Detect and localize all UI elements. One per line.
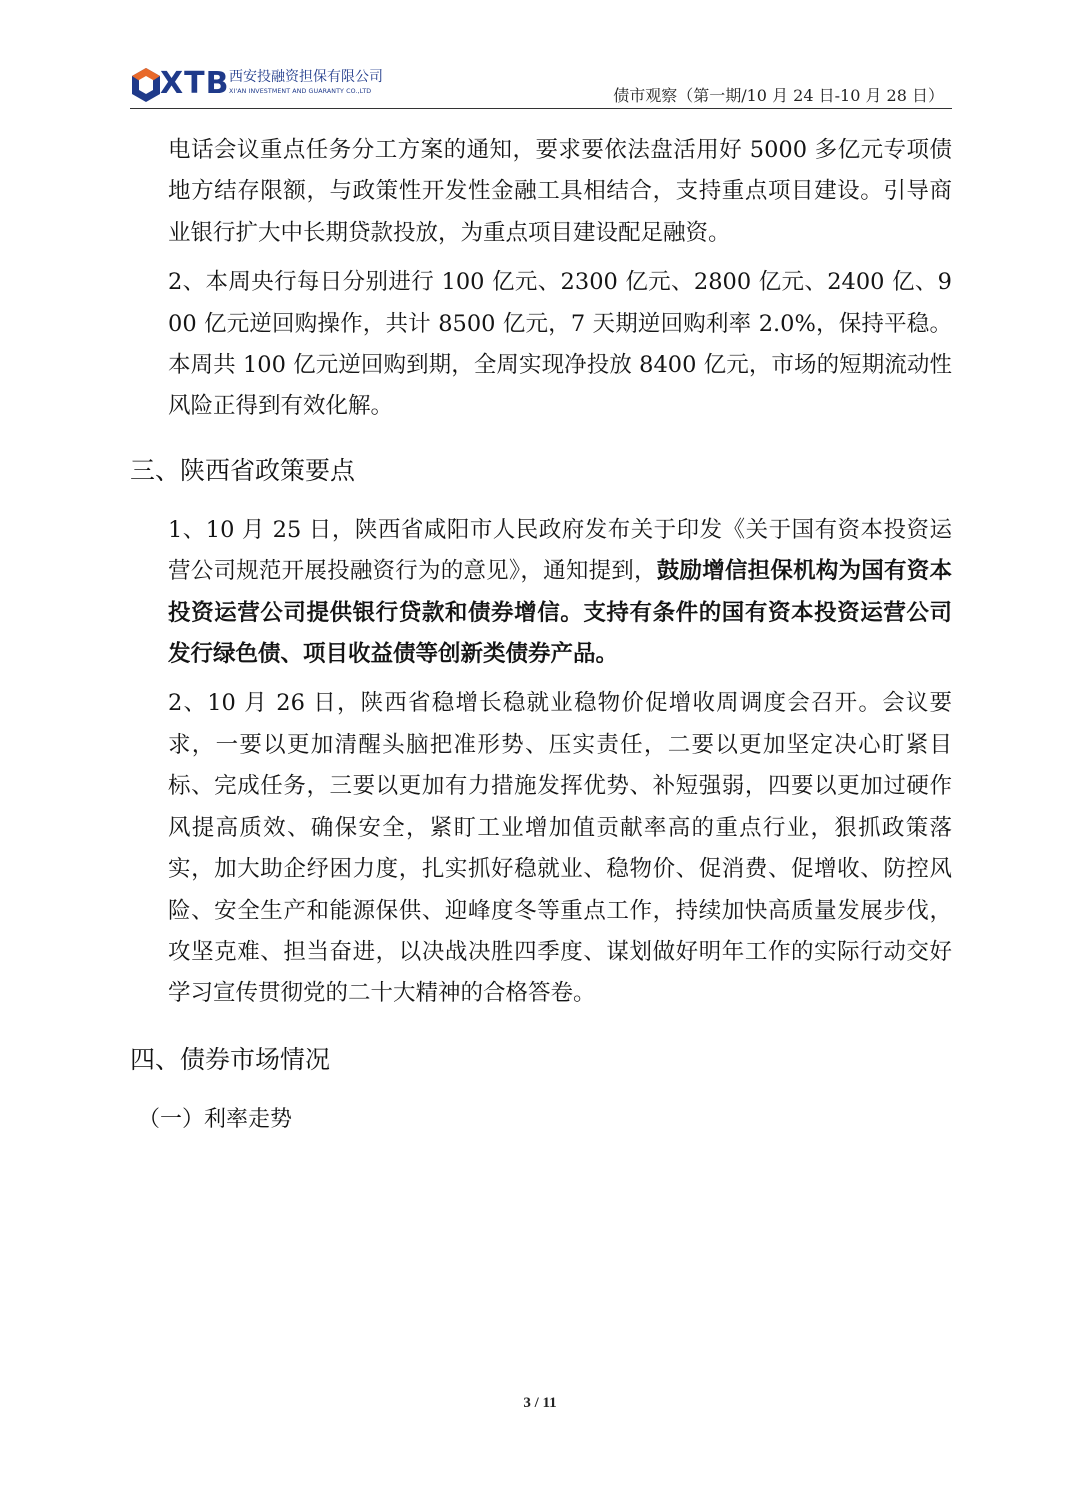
- logo-letters: XTB: [160, 66, 230, 101]
- paragraph-scheduling-meeting: 2、10 月 26 日，陕西省稳增长稳就业稳物价促增收周调度会召开。会议要求，一要以更加清醒头脑把准形势、压实责任，二要以更加坚定决心盯紧目标、完成任务，三要以更加有力措施发挥优势、补短强弱，四要以更加过硬作风提高质效、确保安全，紧盯工业增加值贡献率高的重点行业，狠抓政策落实，加大助企纾困力度，扎实抓好稳就业、稳物价、促消费、促增收、防控风险、安全生产和能源保供、迎峰度冬等重点工作，持续加快高质量发展步伐，攻坚克难、担当奋进，以决战决胜四季度、谋划做好明年工作的实际行动交好学习宣传贯彻党的二十大精神的合格答卷。: [168, 690, 952, 1007]
- header-divider: [130, 108, 952, 109]
- page-number: 3 / 11: [523, 1395, 557, 1411]
- paragraph-xianyang-policy: [130, 510, 952, 676]
- company-name-cn: 西安投融资担保有限公司: [229, 69, 383, 85]
- paragraph-repo-operations: 2、本周央行每日分别进行 100 亿元、2300 亿元、2800 亿元、2400 亿、900 亿元逆回购操作，共计 8500 亿元，7 天期逆回购利率 2.0%，保持平稳。本周共 100 亿元逆回购到期，全周实现净投放 8400 亿元，市场的短期流动性风险正得到有效化解。: [168, 269, 952, 420]
- page-header: [130, 62, 952, 110]
- subsection-heading-rate-trend: （一）利率走势: [138, 1106, 293, 1132]
- emphasized-text: 鼓励增信担保机构为国有资本投资运营公司提供银行贷款和债券增信。支持有条件的国有资本投资运营公司发行绿色债、项目收益债等创新类债券产品。: [168, 558, 952, 668]
- continued-paragraph: 电话会议重点任务分工方案的通知，要求要依法盘活用好 5000 多亿元专项债地方结存限额，与政策性开发性金融工具相结合，支持重点项目建设。引导商业银行扩大中长期贷款投放，为重点项目建设配足融资。: [168, 137, 952, 246]
- publication-title: 债市观察（第一期/10 月 24 日-10 月 28 日）: [613, 86, 944, 105]
- company-logo: [130, 64, 430, 108]
- section-heading-shaanxi-policy: 三、陕西省政策要点: [130, 455, 356, 485]
- company-name-en: XI'AN INVESTMENT AND GUARANTY CO.,LTD: [229, 88, 372, 95]
- paragraph-text: 1、10 月 25 日，陕西省咸阳市人民政府发布关于印发《关于国有资本投资运营公司规范开展投融资行为的意见》，通知提到，: [168, 516, 952, 585]
- section-heading-bond-market: 四、债券市场情况: [130, 1044, 331, 1074]
- page-content: [130, 130, 952, 1135]
- logo-mark-icon: [130, 67, 162, 103]
